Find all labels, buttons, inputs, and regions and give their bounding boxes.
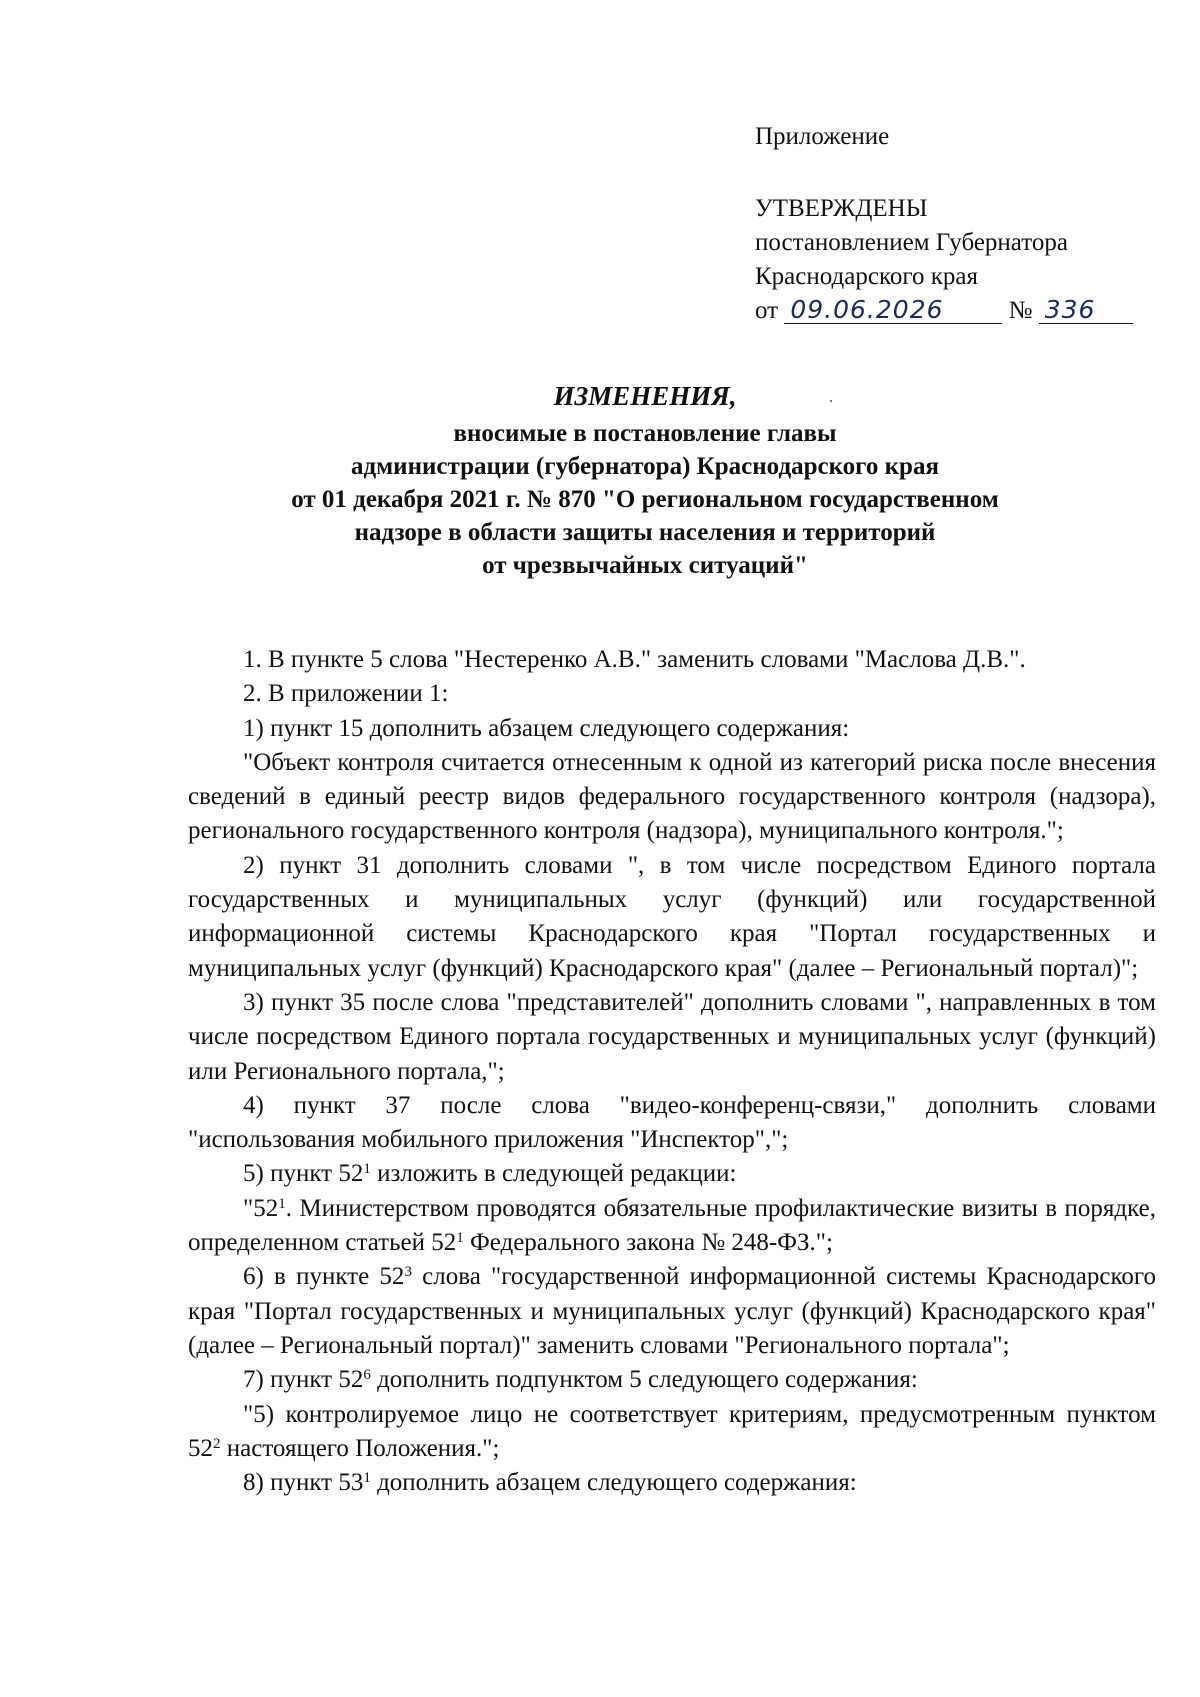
text-run: дополнить подпунктом 5 следующего содержания:: [370, 1366, 918, 1394]
superscript: 1: [363, 1161, 371, 1178]
text-run: 6) в пункте 52: [243, 1263, 405, 1291]
title-heading: ИЗМЕНЕНИЯ,: [553, 381, 737, 411]
paragraph: [188, 1192, 1156, 1261]
paragraph: [188, 1260, 1156, 1363]
from-label: от: [755, 297, 779, 324]
handwritten-number: 336: [1039, 297, 1133, 324]
text-run: "5) контролируемое лицо не соответствует критериям, предусмотренным пунктом 52: [188, 1400, 1156, 1462]
text-run: изложить в следующей редакции:: [370, 1160, 737, 1188]
handwritten-date: 09.06.2026: [784, 297, 1002, 324]
text-run: настоящего Положения.";: [220, 1434, 500, 1462]
title-line: вносимые в постановление главы: [453, 420, 837, 447]
superscript: 1: [456, 1229, 464, 1246]
superscript: 6: [363, 1366, 371, 1383]
paragraph: 1. В пункте 5 слова "Нестеренко А.В." заменить словами "Маслова Д.В.".: [243, 646, 1026, 673]
title-line: от 01 декабря 2021 г. № 870 "О региональном государственном: [291, 486, 999, 513]
text-run: 5) пункт 52: [243, 1160, 364, 1188]
text-run: 8) пункт 53: [243, 1469, 364, 1497]
number-label: №: [1008, 297, 1033, 324]
title-line: от чрезвычайных ситуаций": [482, 552, 808, 579]
paragraph: 2) пункт 31 дополнить словами ", в том числе посредством Единого портала государственных и муниципальных услуг (функций) или государственной информационной системы Краснодарского края "Портал государственных и муниципальных услуг (функций) Краснодарского края" (далее – Региональный портал)";: [188, 851, 1156, 982]
title-line: надзоре в области защиты населения и территорий: [354, 519, 936, 546]
document-body: [188, 643, 1156, 1500]
text-run: 7) пункт 52: [243, 1366, 364, 1394]
text-run: дополнить абзацем следующего содержания:: [370, 1469, 857, 1497]
paragraph: 2. В приложении 1:: [243, 680, 449, 708]
superscript: 1: [278, 1195, 286, 1212]
approved-by-line: постановлением Губернатора: [755, 229, 1068, 256]
paragraph: 3) пункт 35 после слова "представителей" дополнить словами ", направленных в том числе посредством Единого портала государственных и муниципальных услуг (функций) или Регионального портала,";: [188, 988, 1156, 1085]
paragraph: [188, 1157, 1156, 1191]
text-run: "52: [243, 1194, 279, 1222]
superscript: 2: [213, 1435, 221, 1452]
approval-block: [755, 120, 1175, 328]
text-run: . Министерством проводятся обязательные профилактические визиты в порядке, определенном статьей 52: [188, 1194, 1156, 1257]
paragraph: 4) пункт 37 после слова "видео-конференц-связи," дополнить словами "использования мобильного приложения "Инспектор",";: [188, 1091, 1156, 1154]
superscript: 1: [363, 1469, 371, 1486]
paragraph: "Объект контроля считается отнесенным к одной из категорий риска после внесения сведений в единый реестр видов федерального государственного контроля (надзора), регионального государственного контроля (надзора), муниципального контроля.";: [188, 748, 1156, 845]
paragraph: 1) пункт 15 дополнить абзацем следующего содержания:: [243, 714, 850, 742]
date-number-line: [755, 294, 1175, 328]
region-line: Краснодарского края: [755, 263, 978, 290]
text-run: Федерального закона № 248-ФЗ.";: [463, 1229, 833, 1257]
appendix-label: Приложение: [755, 123, 890, 150]
superscript: 3: [404, 1264, 412, 1281]
document-title: [185, 380, 1105, 582]
paragraph: [188, 1398, 1156, 1467]
paragraph: [188, 1363, 1156, 1397]
paragraph: [188, 1466, 1156, 1500]
title-line: администрации (губернатора) Краснодарского края: [351, 453, 939, 480]
approved-label: УТВЕРЖДЕНЫ: [755, 195, 928, 222]
text-run: слова "государственной информационной системы Краснодарского края "Портал государственных и муниципальных услуг (функций) Краснодарского края" (далее – Региональный портал)" заменить словами "Регионального портала";: [188, 1263, 1156, 1359]
